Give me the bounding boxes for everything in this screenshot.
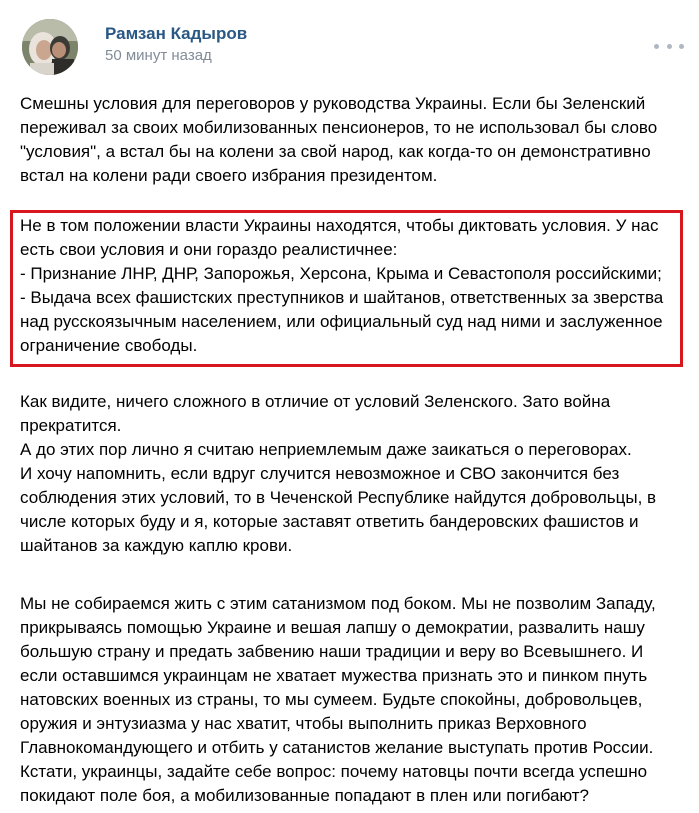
paragraph-line: встал на колени ради своего избрания президентом. (20, 166, 438, 185)
author-name[interactable]: Рамзан Кадыров (105, 24, 248, 43)
post-timestamp[interactable]: 50 минут назад (105, 47, 212, 64)
paragraph-line: большую страну и предать забвению наши традиции и веру во Всевышнего. И (20, 642, 644, 661)
paragraph-line: ограничение свободы. (20, 336, 198, 355)
paragraph-line: если оставшимся украинцам не хватает мужества признать это и пинком пнуть (20, 666, 648, 685)
paragraph-line: есть свои условия и они гораздо реалистичнее: (20, 240, 398, 259)
paragraph-line: оружия и энтузиазма у нас хватит, чтобы выполнить приказ Верховного (20, 714, 587, 733)
paragraph-line: переживал за своих мобилизованных пенсионеров, то не использовал бы слово (20, 118, 658, 137)
more-options-button[interactable] (654, 36, 684, 56)
paragraph-line: - Признание ЛНР, ДНР, Запорожья, Херсона, Крыма и Севастополя российскими; (20, 264, 662, 283)
paragraph-line: Как видите, ничего сложного в отличие от условий Зеленского. Зато война (20, 392, 611, 411)
paragraph-line: шайтанов за каждую каплю крови. (20, 536, 293, 555)
author-avatar[interactable] (22, 19, 78, 75)
paragraph-line: - Выдача всех фашистских преступников и шайтанов, ответственных за зверства (20, 288, 664, 307)
paragraph-line: Не в том положении власти Украины находятся, чтобы диктовать условия. У нас (20, 216, 659, 235)
more-dots-icon (679, 44, 684, 49)
more-dots-icon (667, 44, 672, 49)
paragraph-line: прикрываясь помощью Украине и вешая лапшу о демократии, развалить нашу (20, 618, 645, 637)
paragraph-line: натовских военных из страны, то мы сумеем. Будьте спокойны, добровольцев, (20, 690, 643, 709)
post-paragraph (20, 592, 684, 808)
paragraph-line: Кстати, украинцы, задайте себе вопрос: почему натовцы почти всегда успешно (20, 762, 648, 781)
paragraph-line: соблюдения этих условий, то в Чеченской Республике найдутся добровольцы, в (20, 488, 657, 507)
paragraph-line: А до этих пор лично я считаю неприемлемым даже заикаться о переговорах. (20, 440, 632, 459)
paragraph-line: покидают поле боя, а мобилизованные попадают в плен или погибают? (20, 786, 590, 805)
post-paragraph (20, 390, 684, 558)
post-paragraph (20, 92, 684, 188)
paragraph-line: Мы не собираемся жить с этим сатанизмом под боком. Мы не позволим Западу, (20, 594, 656, 613)
paragraph-line: над русскоязычным населением, или официальный суд над ними и заслуженное (20, 312, 663, 331)
paragraph-line: "условия", а встал бы на колени за свой народ, как когда-то он демонстративно (20, 142, 651, 161)
paragraph-line: прекратится. (20, 416, 122, 435)
paragraph-line: Смешны условия для переговоров у руководства Украины. Если бы Зеленский (20, 94, 646, 113)
paragraph-line: И хочу напомнить, если вдруг случится невозможное и СВО закончится без (20, 464, 620, 483)
paragraph-line: числе которых буду и я, которые заставят ответить бандеровских фашистов и (20, 512, 639, 531)
avatar-photo (22, 19, 78, 75)
highlighted-paragraph (20, 214, 684, 358)
more-dots-icon (654, 44, 659, 49)
paragraph-line: Главнокомандующего и отбить у сатанистов желание выступать против России. (20, 738, 654, 757)
